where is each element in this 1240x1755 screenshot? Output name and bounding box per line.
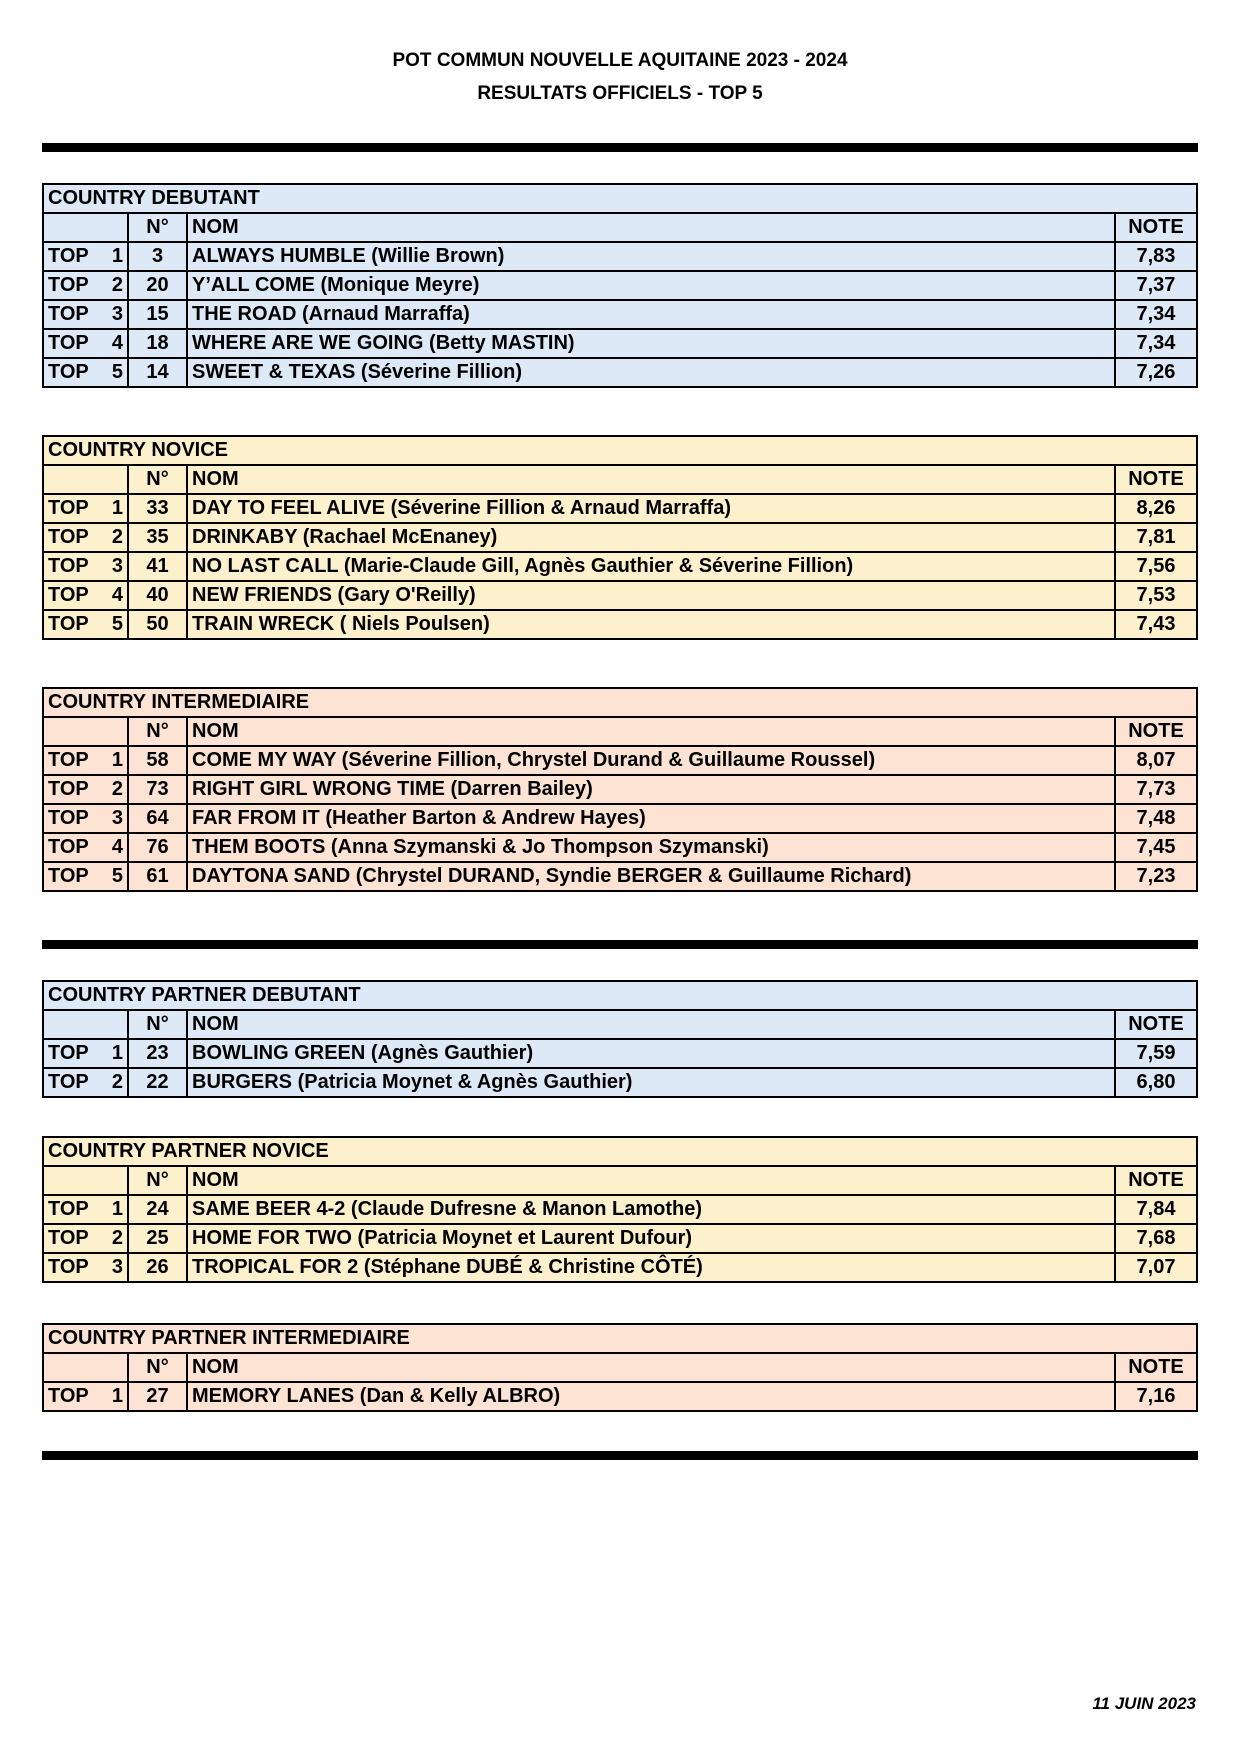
top-label: TOP [48,865,89,887]
header-row [43,465,1197,494]
dance-name: DAY TO FEEL ALIVE (Séverine Fillion & Arnaud Marraffa) [187,494,1115,523]
header-nom: NOM [187,717,1115,746]
section-title-row [43,1324,1197,1353]
dance-note: 6,80 [1115,1068,1197,1097]
dance-note: 7,73 [1115,775,1197,804]
section-title-row [43,436,1197,465]
header-nom: NOM [187,465,1115,494]
header-note: NOTE [1115,1010,1197,1039]
table-row [43,329,1197,358]
dance-note: 7,43 [1115,610,1197,639]
dance-name: DRINKABY (Rachael McEnaney) [187,523,1115,552]
table-row [43,862,1197,891]
rank-cell [43,1195,128,1224]
rank-cell [43,494,128,523]
rank-cell [43,1224,128,1253]
dance-number: 15 [128,300,187,329]
header-top-cell [43,1353,128,1382]
dance-note: 7,59 [1115,1039,1197,1068]
rank-number: 1 [111,245,123,267]
top-label: TOP [48,836,89,858]
top-label: TOP [48,749,89,771]
header-row [43,1010,1197,1039]
rank-number: 5 [111,865,123,887]
rank-number: 1 [111,1042,123,1064]
dance-name: RIGHT GIRL WRONG TIME (Darren Bailey) [187,775,1115,804]
rank-number: 4 [111,332,123,354]
section-title-row [43,184,1197,213]
header-nom: NOM [187,1010,1115,1039]
table-row [43,523,1197,552]
rank-number: 2 [111,526,123,548]
table-row [43,300,1197,329]
header-row [43,1166,1197,1195]
rank-cell [43,775,128,804]
rank-number: 3 [111,303,123,325]
header-top-cell [43,1166,128,1195]
results-table-country-debutant [42,183,1198,388]
header-num: N° [128,717,187,746]
table-row [43,581,1197,610]
rank-number: 3 [111,555,123,577]
top-label: TOP [48,555,89,577]
rank-cell [43,358,128,387]
section-title: COUNTRY DEBUTANT [43,184,1197,213]
page-title: POT COMMUN NOUVELLE AQUITAINE 2023 - 2024 [392,50,848,71]
table-row [43,610,1197,639]
dance-number: 58 [128,746,187,775]
dance-number: 50 [128,610,187,639]
header-top-cell [43,213,128,242]
dance-number: 23 [128,1039,187,1068]
top-label: TOP [48,584,89,606]
dance-name: WHERE ARE WE GOING (Betty MASTIN) [187,329,1115,358]
dance-number: 20 [128,271,187,300]
dance-number: 3 [128,242,187,271]
dance-note: 7,26 [1115,358,1197,387]
header-nom: NOM [187,1353,1115,1382]
dance-number: 24 [128,1195,187,1224]
dance-number: 22 [128,1068,187,1097]
table-row [43,552,1197,581]
top-label: TOP [48,497,89,519]
dance-number: 26 [128,1253,187,1282]
dance-note: 7,16 [1115,1382,1197,1411]
rank-cell [43,610,128,639]
rank-number: 1 [111,1198,123,1220]
top-label: TOP [48,332,89,354]
header-row [43,717,1197,746]
table-row [43,775,1197,804]
rank-number: 5 [111,613,123,635]
dance-name: SWEET & TEXAS (Séverine Fillion) [187,358,1115,387]
dance-number: 76 [128,833,187,862]
header-top-cell [43,465,128,494]
rank-cell [43,1253,128,1282]
top-label: TOP [48,778,89,800]
dance-name: THE ROAD (Arnaud Marraffa) [187,300,1115,329]
header-nom: NOM [187,213,1115,242]
results-table-country-intermediaire [42,687,1198,892]
top-label: TOP [48,807,89,829]
dance-note: 8,07 [1115,746,1197,775]
dance-name: MEMORY LANES (Dan & Kelly ALBRO) [187,1382,1115,1411]
top-label: TOP [48,274,89,296]
rank-cell [43,300,128,329]
rank-number: 2 [111,1227,123,1249]
separator-bar [42,1451,1198,1460]
dance-note: 7,34 [1115,300,1197,329]
rank-cell [43,1068,128,1097]
dance-name: TRAIN WRECK ( Niels Poulsen) [187,610,1115,639]
top-label: TOP [48,1198,89,1220]
header-row [43,1353,1197,1382]
table-row [43,1224,1197,1253]
page-subtitle: RESULTATS OFFICIELS - TOP 5 [477,83,763,104]
rank-cell [43,271,128,300]
dance-number: 25 [128,1224,187,1253]
rank-number: 4 [111,836,123,858]
header-note: NOTE [1115,717,1197,746]
dance-note: 7,84 [1115,1195,1197,1224]
dance-note: 7,56 [1115,552,1197,581]
rank-number: 2 [111,1071,123,1093]
table-row [43,1195,1197,1224]
dance-name: HOME FOR TWO (Patricia Moynet et Laurent Dufour) [187,1224,1115,1253]
dance-name: ALWAYS HUMBLE (Willie Brown) [187,242,1115,271]
dance-name: NO LAST CALL (Marie-Claude Gill, Agnès Gauthier & Séverine Fillion) [187,552,1115,581]
rank-number: 3 [111,1256,123,1278]
rank-cell [43,746,128,775]
rank-number: 2 [111,778,123,800]
dance-name: BOWLING GREEN (Agnès Gauthier) [187,1039,1115,1068]
dance-note: 7,83 [1115,242,1197,271]
section-title: COUNTRY PARTNER DEBUTANT [43,981,1197,1010]
dance-name: Y’ALL COME (Monique Meyre) [187,271,1115,300]
results-table-country-partner-intermediaire [42,1323,1198,1412]
table-row [43,1039,1197,1068]
header-note: NOTE [1115,213,1197,242]
header-top-cell [43,1010,128,1039]
dance-number: 61 [128,862,187,891]
dance-name: FAR FROM IT (Heather Barton & Andrew Hayes) [187,804,1115,833]
dance-number: 64 [128,804,187,833]
table-row [43,242,1197,271]
rank-cell [43,862,128,891]
results-table-country-partner-debutant [42,980,1198,1098]
dance-note: 7,07 [1115,1253,1197,1282]
header-note: NOTE [1115,1166,1197,1195]
top-label: TOP [48,245,89,267]
top-label: TOP [48,303,89,325]
rank-cell [43,581,128,610]
header-note: NOTE [1115,465,1197,494]
header-note: NOTE [1115,1353,1197,1382]
section-title-row [43,981,1197,1010]
table-row [43,804,1197,833]
separator-bar [42,143,1198,152]
separator-bar [42,940,1198,949]
section-title-row [43,688,1197,717]
dance-name: SAME BEER 4-2 (Claude Dufresne & Manon Lamothe) [187,1195,1115,1224]
rank-number: 5 [111,361,123,383]
dance-number: 33 [128,494,187,523]
dance-number: 27 [128,1382,187,1411]
dance-note: 7,37 [1115,271,1197,300]
rank-number: 1 [111,497,123,519]
table-row [43,1068,1197,1097]
rank-number: 3 [111,807,123,829]
dance-name: TROPICAL FOR 2 (Stéphane DUBÉ & Christine CÔTÉ) [187,1253,1115,1282]
dance-number: 18 [128,329,187,358]
dance-number: 73 [128,775,187,804]
top-label: TOP [48,1227,89,1249]
dance-note: 7,45 [1115,833,1197,862]
results-table-country-novice [42,435,1198,640]
table-row [43,494,1197,523]
top-label: TOP [48,526,89,548]
section-title-row [43,1137,1197,1166]
top-label: TOP [48,361,89,383]
dance-note: 7,81 [1115,523,1197,552]
dance-note: 7,68 [1115,1224,1197,1253]
top-label: TOP [48,1071,89,1093]
dance-note: 7,53 [1115,581,1197,610]
rank-cell [43,1039,128,1068]
rank-cell [43,804,128,833]
dance-name: DAYTONA SAND (Chrystel DURAND, Syndie BERGER & Guillaume Richard) [187,862,1115,891]
rank-number: 2 [111,274,123,296]
top-label: TOP [48,613,89,635]
section-title: COUNTRY PARTNER INTERMEDIAIRE [43,1324,1197,1353]
dance-note: 7,34 [1115,329,1197,358]
table-row [43,358,1197,387]
table-row [43,746,1197,775]
section-title: COUNTRY INTERMEDIAIRE [43,688,1197,717]
rank-number: 1 [111,1385,123,1407]
rank-cell [43,1382,128,1411]
dance-number: 41 [128,552,187,581]
dance-number: 40 [128,581,187,610]
dance-number: 35 [128,523,187,552]
top-label: TOP [48,1385,89,1407]
table-row [43,271,1197,300]
header-top-cell [43,717,128,746]
dance-number: 14 [128,358,187,387]
results-table-country-partner-novice [42,1136,1198,1283]
rank-cell [43,523,128,552]
dance-name: BURGERS (Patricia Moynet & Agnès Gauthier) [187,1068,1115,1097]
top-label: TOP [48,1256,89,1278]
document-date: 11 JUIN 2023 [1092,1694,1196,1713]
section-title: COUNTRY PARTNER NOVICE [43,1137,1197,1166]
rank-cell [43,552,128,581]
dance-note: 7,48 [1115,804,1197,833]
header-nom: NOM [187,1166,1115,1195]
table-row [43,833,1197,862]
header-num: N° [128,1010,187,1039]
header-num: N° [128,1166,187,1195]
section-title: COUNTRY NOVICE [43,436,1197,465]
top-label: TOP [48,1042,89,1064]
dance-name: NEW FRIENDS (Gary O'Reilly) [187,581,1115,610]
rank-cell [43,242,128,271]
header-num: N° [128,213,187,242]
dance-name: COME MY WAY (Séverine Fillion, Chrystel Durand & Guillaume Roussel) [187,746,1115,775]
header-num: N° [128,1353,187,1382]
rank-cell [43,833,128,862]
table-row [43,1382,1197,1411]
header-num: N° [128,465,187,494]
dance-name: THEM BOOTS (Anna Szymanski & Jo Thompson Szymanski) [187,833,1115,862]
dance-note: 8,26 [1115,494,1197,523]
table-row [43,1253,1197,1282]
header-row [43,213,1197,242]
dance-note: 7,23 [1115,862,1197,891]
rank-cell [43,329,128,358]
rank-number: 4 [111,584,123,606]
rank-number: 1 [111,749,123,771]
